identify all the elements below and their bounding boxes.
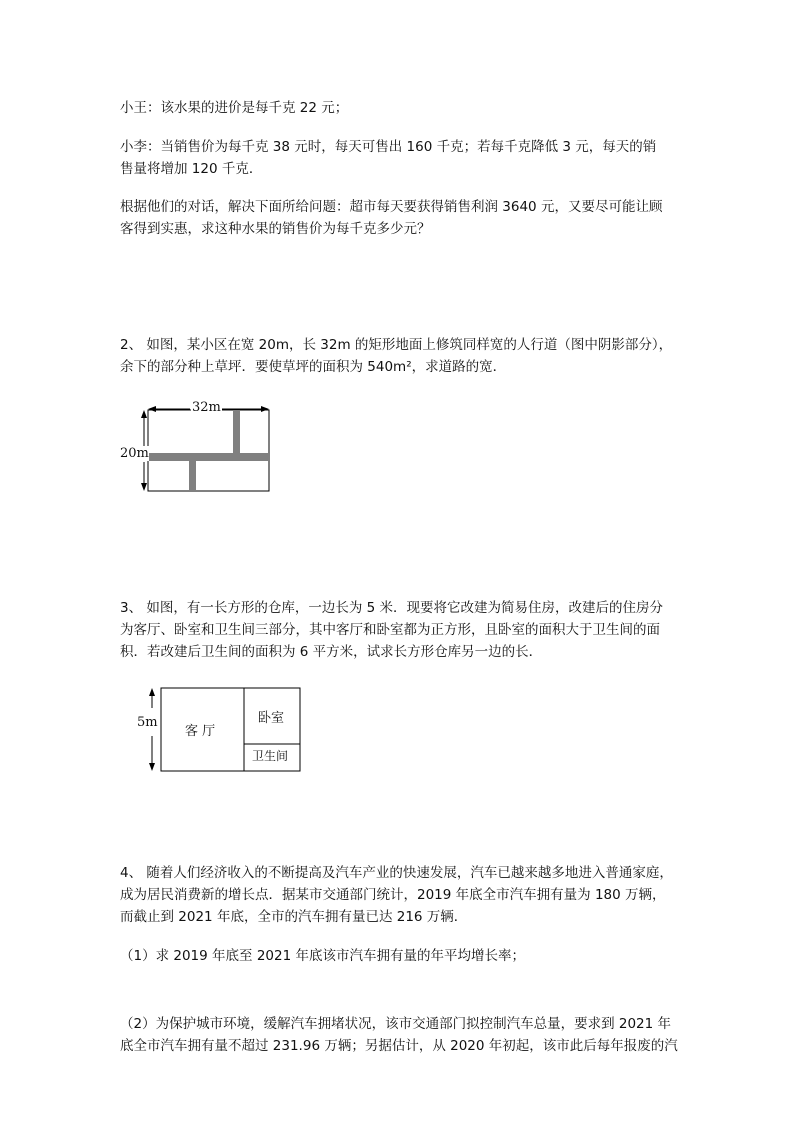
q4-sub2-line2: 底全市汽车拥有量不超过 231.96 万辆；另据估计，从 2020 年初起，该市此后每年报废的汽 (120, 1038, 678, 1054)
q2-vertical-road-top (233, 410, 240, 453)
q4-sub1: （1）求 2019 年底至 2021 年底该市汽车拥有量的年平均增长率； (120, 948, 525, 964)
q4-text-line2: 成为居民消费新的增长点．据某市交通部门统计，2019 年底全市汽车拥有量为 180 万辆， (120, 887, 666, 903)
q2-field-rect (148, 410, 269, 491)
q3-arrow-up (149, 688, 155, 696)
q2-arrow-right (261, 406, 269, 412)
dialogue-xiaoli-line1: 小李：当销售价为每千克 38 元时，每天可售出 160 千克；若每千克降低 3 元，每天的销 (120, 139, 657, 155)
q3-side-label: 5m (137, 715, 158, 730)
q4-text-line1: 4、 随着人们经济收入的不断提高及汽车产业的快速发展，汽车已越来越多地进入普通家庭， (120, 865, 673, 881)
q2-arrow-down (141, 483, 147, 491)
q3-text-line1: 3、 如图，有一长方形的仓库，一边长为 5 米．现要将它改建为简易住房，改建后的住房分 (120, 600, 664, 616)
q4-text-line3: 而截止到 2021 年底，全市的汽车拥有量已达 216 万辆． (120, 909, 468, 925)
q2-figure (141, 406, 269, 491)
q2-height-label: 20m (120, 446, 149, 461)
q2-horizontal-road (148, 453, 269, 461)
q3-text-line2: 为客厅、卧室和卫生间三部分，其中客厅和卧室都为正方形，且卧室的面积大于卫生间的面 (120, 622, 660, 638)
q4-sub2-line1: （2）为保护城市环境，缓解汽车拥堵状况，该市交通部门拟控制汽车总量，要求到 2021 年 (120, 1016, 672, 1032)
q2-text-line1: 2、 如图，某小区在宽 20m，长 32m 的矩形地面上修筑同样宽的人行道（图中阴影部分）， (120, 337, 673, 353)
q3-living-room-label: 客 厅 (185, 724, 216, 739)
q3-text-line3: 积．若改建后卫生间的面积为 6 平方米，试求长方形仓库另一边的长． (120, 644, 543, 660)
q3-bedroom-label: 卧室 (258, 711, 285, 726)
q2-arrow-left (148, 406, 156, 412)
q2-width-label: 32m (192, 400, 221, 415)
q2-vertical-road-bottom (189, 461, 196, 491)
dialogue-xiaowang: 小王：该水果的进价是每千克 22 元； (120, 100, 349, 116)
q3-arrow-down (149, 763, 155, 771)
question-text-line1: 根据他们的对话，解决下面所给问题：超市每天要获得销售利润 3640 元，又要尽可能让顾 (120, 199, 663, 215)
dialogue-xiaoli-line2: 售量将增加 120 千克． (120, 161, 263, 177)
q2-arrow-up (141, 410, 147, 418)
q3-bathroom-label: 卫生间 (252, 749, 289, 763)
question-text-line2: 客得到实惠，求这种水果的销售价为每千克多少元？ (120, 221, 431, 237)
q2-text-line2: 余下的部分种上草坪．要使草坪的面积为 540m²，求道路的宽． (120, 359, 507, 375)
